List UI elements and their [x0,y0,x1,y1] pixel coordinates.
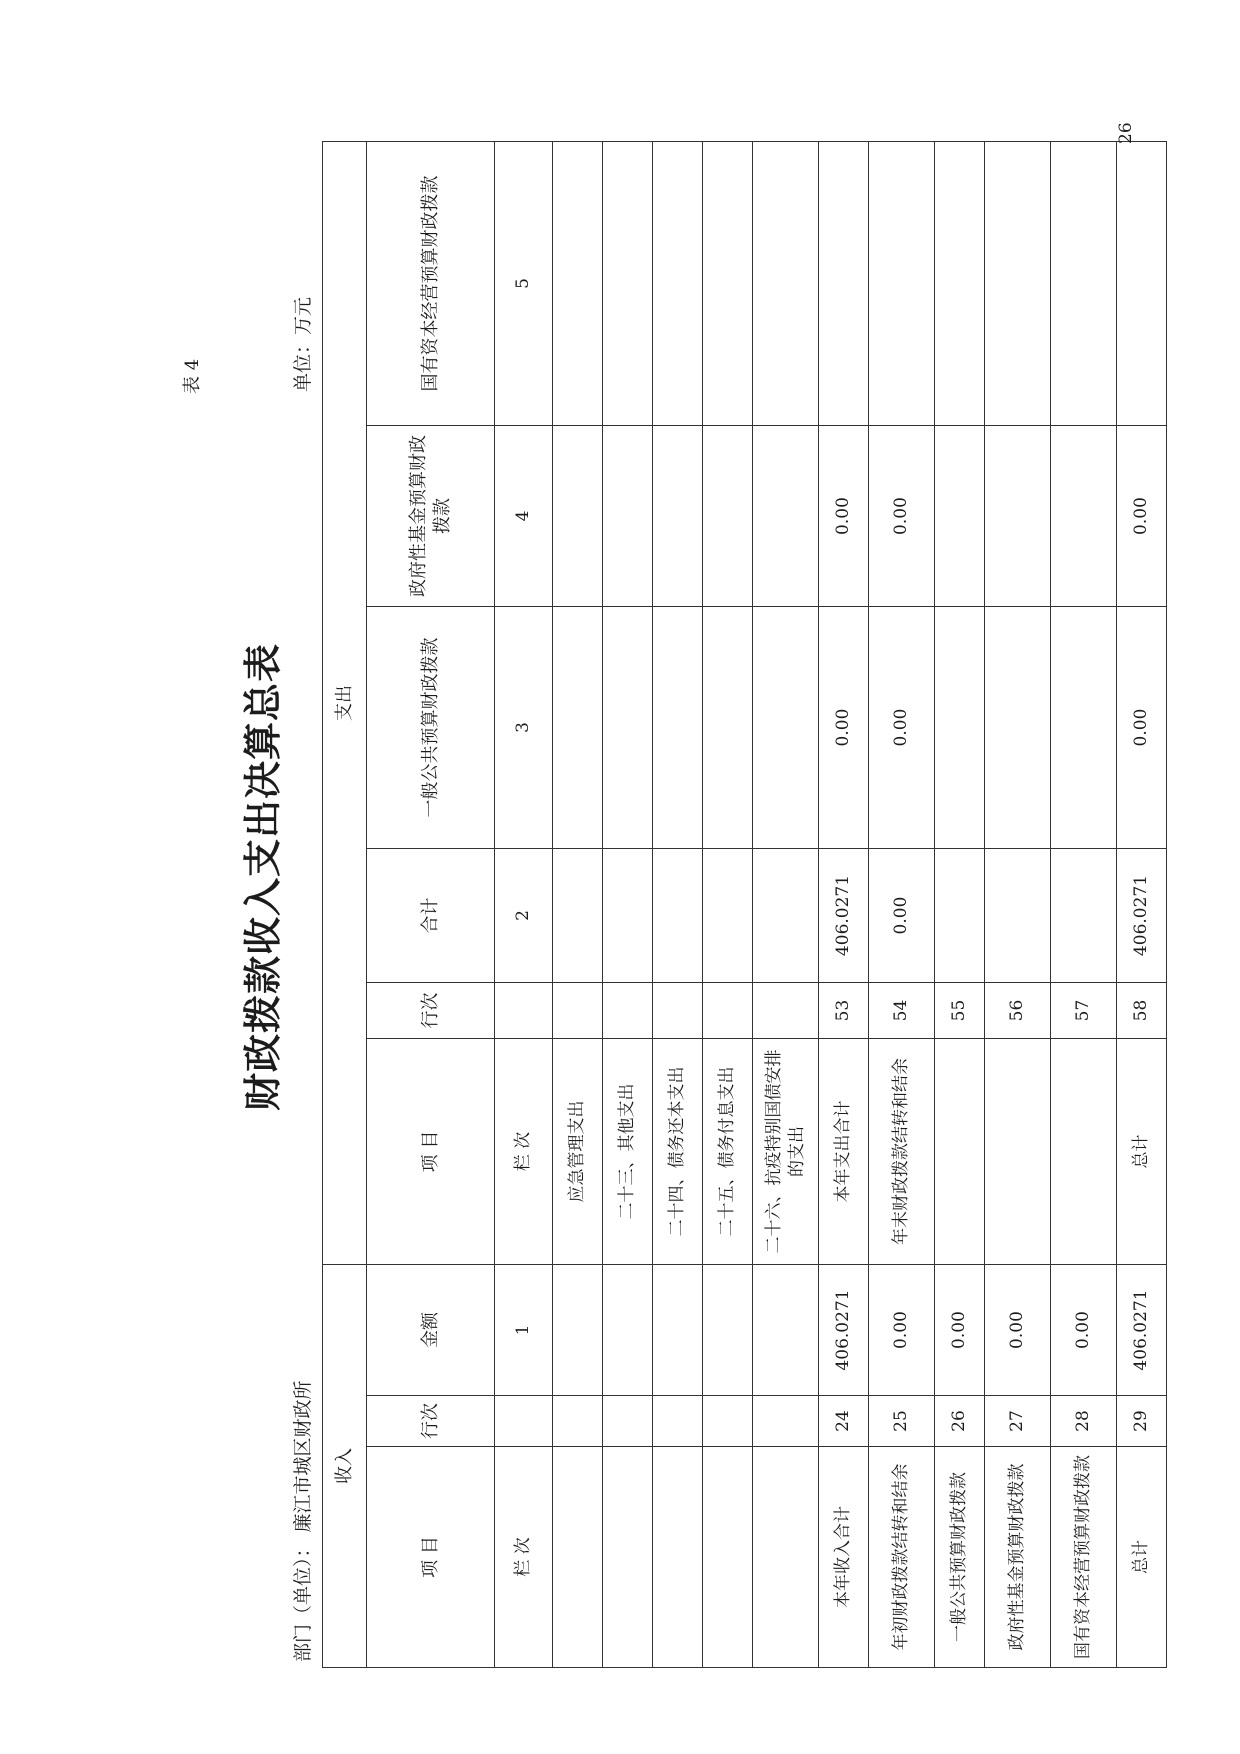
expense-line: 53 [819,983,869,1039]
expense-item [1051,1039,1117,1265]
column-number-5: 5 [495,142,553,426]
expense-total: 406.0271 [819,849,869,983]
expense-total: 0.00 [869,849,935,983]
expense-fund-header: 政府性基金预算财政拨款 [367,426,495,607]
expense-general [553,607,603,849]
expense-general: 0.00 [819,607,869,849]
expense-capital [703,142,753,426]
finance-summary-table [322,141,1167,1668]
expense-capital [553,142,603,426]
income-item: 本年收入合计 [819,1447,869,1668]
income-line [753,1396,819,1447]
expense-line [553,983,603,1039]
income-line: 25 [869,1396,935,1447]
column-number-row [495,142,553,1668]
income-amount: 0.00 [869,1265,935,1396]
expense-item-header: 项 目 [367,1039,495,1265]
table-row [703,142,753,1668]
income-item: 国有资本经营预算财政拨款 [1051,1447,1117,1668]
expense-capital-header: 国有资本经营预算财政拨款 [367,142,495,426]
income-line-blank [495,1396,553,1447]
expense-line: 54 [869,983,935,1039]
column-number-2: 2 [495,849,553,983]
expense-line [603,983,653,1039]
department-label: 部门（单位）： 廉江市城区财政所 [292,1380,314,1662]
expense-capital [653,142,703,426]
income-amount [653,1265,703,1396]
expense-line: 55 [935,983,985,1039]
income-line: 26 [935,1396,985,1447]
income-line [603,1396,653,1447]
column-number-3: 3 [495,607,553,849]
expense-total [553,849,603,983]
expense-general [985,607,1051,849]
expense-capital [819,142,869,426]
group-header-row [323,142,367,1668]
income-line [703,1396,753,1447]
expense-fund [935,426,985,607]
expense-general [703,607,753,849]
income-amount [703,1265,753,1396]
income-line [553,1396,603,1447]
expense-item [985,1039,1051,1265]
income-item: 一般公共预算财政拨款 [935,1447,985,1668]
expense-item [935,1039,985,1265]
income-line: 24 [819,1396,869,1447]
table-row [935,142,985,1668]
expense-item: 年末财政拨款结转和结余 [869,1039,935,1265]
table-row [753,142,819,1668]
income-amount: 406.0271 [819,1265,869,1396]
expense-capital [1051,142,1117,426]
expense-item: 总计 [1117,1039,1167,1265]
income-amount: 406.0271 [1117,1265,1167,1396]
expense-line: 58 [1117,983,1167,1039]
expense-total [935,849,985,983]
income-amount: 0.00 [985,1265,1051,1396]
column-number-1: 1 [495,1265,553,1396]
expense-total [703,849,753,983]
expense-fund [553,426,603,607]
expense-general [1051,607,1117,849]
table-row [819,142,869,1668]
table-row [985,142,1051,1668]
expense-general [935,607,985,849]
table-number: 表 4 [182,358,203,394]
expense-capital [869,142,935,426]
income-item-header: 项 目 [367,1447,495,1668]
income-amount: 0.00 [1051,1265,1117,1396]
expense-group-header: 支出 [323,142,367,1265]
expense-item: 二十四、债务还本支出 [653,1039,703,1265]
table-row [603,142,653,1668]
expense-capital [603,142,653,426]
income-item [753,1447,819,1668]
expense-capital [753,142,819,426]
expense-total-header: 合计 [367,849,495,983]
income-item [653,1447,703,1668]
income-amount [603,1265,653,1396]
expense-general [753,607,819,849]
income-line: 27 [985,1396,1051,1447]
income-line: 28 [1051,1396,1117,1447]
expense-line-blank [495,983,553,1039]
income-item: 总计 [1117,1447,1167,1668]
expense-total [653,849,703,983]
table-row [1117,142,1167,1668]
expense-line [653,983,703,1039]
expense-total [603,849,653,983]
income-line [653,1396,703,1447]
expense-fund [753,426,819,607]
expense-item: 应急管理支出 [553,1039,603,1265]
column-header-row [367,142,495,1668]
expense-fund: 0.00 [1117,426,1167,607]
expense-fund [985,426,1051,607]
expense-general [653,607,703,849]
income-item: 年初财政拨款结转和结余 [869,1447,935,1668]
income-group-header: 收入 [323,1265,367,1668]
expense-total: 406.0271 [1117,849,1167,983]
income-amount: 0.00 [935,1265,985,1396]
expense-capital [1117,142,1167,426]
expense-line [753,983,819,1039]
income-item [553,1447,603,1668]
expense-fund [603,426,653,607]
expense-line [703,983,753,1039]
expense-general-header: 一般公共预算财政拨款 [367,607,495,849]
income-item: 政府性基金预算财政拨款 [985,1447,1051,1668]
income-line-header: 行次 [367,1396,495,1447]
income-amount [753,1265,819,1396]
income-amount-header: 金额 [367,1265,495,1396]
income-line: 29 [1117,1396,1167,1447]
expense-general [603,607,653,849]
expense-capital [935,142,985,426]
page-title: 财政拨款收入支出决算总表 [240,643,285,1112]
expense-item: 二十五、债务付息支出 [703,1039,753,1265]
income-column-label: 栏 次 [495,1447,553,1668]
expense-total [753,849,819,983]
expense-fund [703,426,753,607]
expense-general: 0.00 [1117,607,1167,849]
column-number-4: 4 [495,426,553,607]
table-row [869,142,935,1668]
expense-column-label: 栏 次 [495,1039,553,1265]
table-row [553,142,603,1668]
expense-total [1051,849,1117,983]
income-amount [553,1265,603,1396]
expense-fund [1051,426,1117,607]
table-row [653,142,703,1668]
expense-line: 57 [1051,983,1117,1039]
income-item [703,1447,753,1668]
expense-fund: 0.00 [819,426,869,607]
expense-line: 56 [985,983,1051,1039]
unit-label: 单位：万元 [292,296,314,392]
table-row [1051,142,1117,1668]
expense-fund [653,426,703,607]
income-item [603,1447,653,1668]
expense-item: 二十三、其他支出 [603,1039,653,1265]
page-number: 26 [1116,122,1136,144]
expense-item: 本年支出合计 [819,1039,869,1265]
expense-fund: 0.00 [869,426,935,607]
expense-general: 0.00 [869,607,935,849]
expense-capital [985,142,1051,426]
expense-line-header: 行次 [367,983,495,1039]
expense-item: 二十六、抗疫特别国债安排的支出 [753,1039,819,1265]
expense-total [985,849,1051,983]
